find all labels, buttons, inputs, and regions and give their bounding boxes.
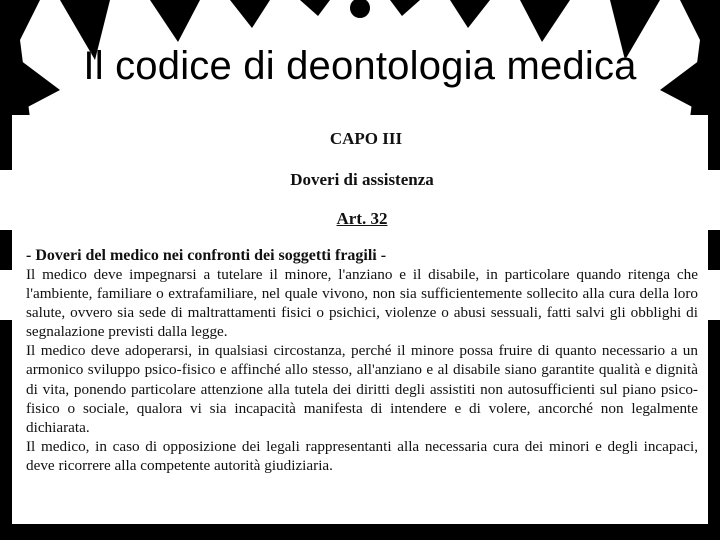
slide-title: Il codice di deontologia medica [83, 44, 637, 88]
chapter-label: CAPO III [329, 129, 403, 148]
paragraph-2: Il medico deve adoperarsi, in qualsiasi circostanza, perché il minore possa fruire di quanto necessario a un armonico sviluppo psico-fisico e affinché allo stesso, all'anziano e al disabile siano garantite qualità e dignità di vita, ponendo particolare attenzione alla tutela dei diritti degli assistiti non autosufficienti sul piano psico-fisico o sociale, qualora vi sia incapacità manifesta di intendere e di volere, ancorché non legalmente dichiarata. [26, 342, 698, 436]
document-scan [12, 115, 708, 524]
article-heading: - Doveri del medico nei confronti dei soggetti fragili - [26, 247, 387, 264]
paragraph-1: Il medico deve impegnarsi a tutelare il minore, l'anziano e il disabile, in particolare quando ritenga che l'ambiente, familiare o extrafamiliare, nel quale vivono, non sia sufficientemente sollecito alla cura della loro salute, ovvero sia sede di maltrattamenti fisici o psichici, violenze o abusi sessuali, fatti salvi gli obblighi di segnalazione previsti dalla legge. [26, 266, 698, 341]
article-number: Art. 32 [336, 209, 388, 228]
section-title: Doveri di assistenza [290, 170, 434, 189]
paragraph-3: Il medico, in caso di opposizione dei legali rappresentanti alla necessaria cura dei minori e degli incapaci, deve ricorrere alla competente autorità giudiziaria. [26, 437, 698, 474]
